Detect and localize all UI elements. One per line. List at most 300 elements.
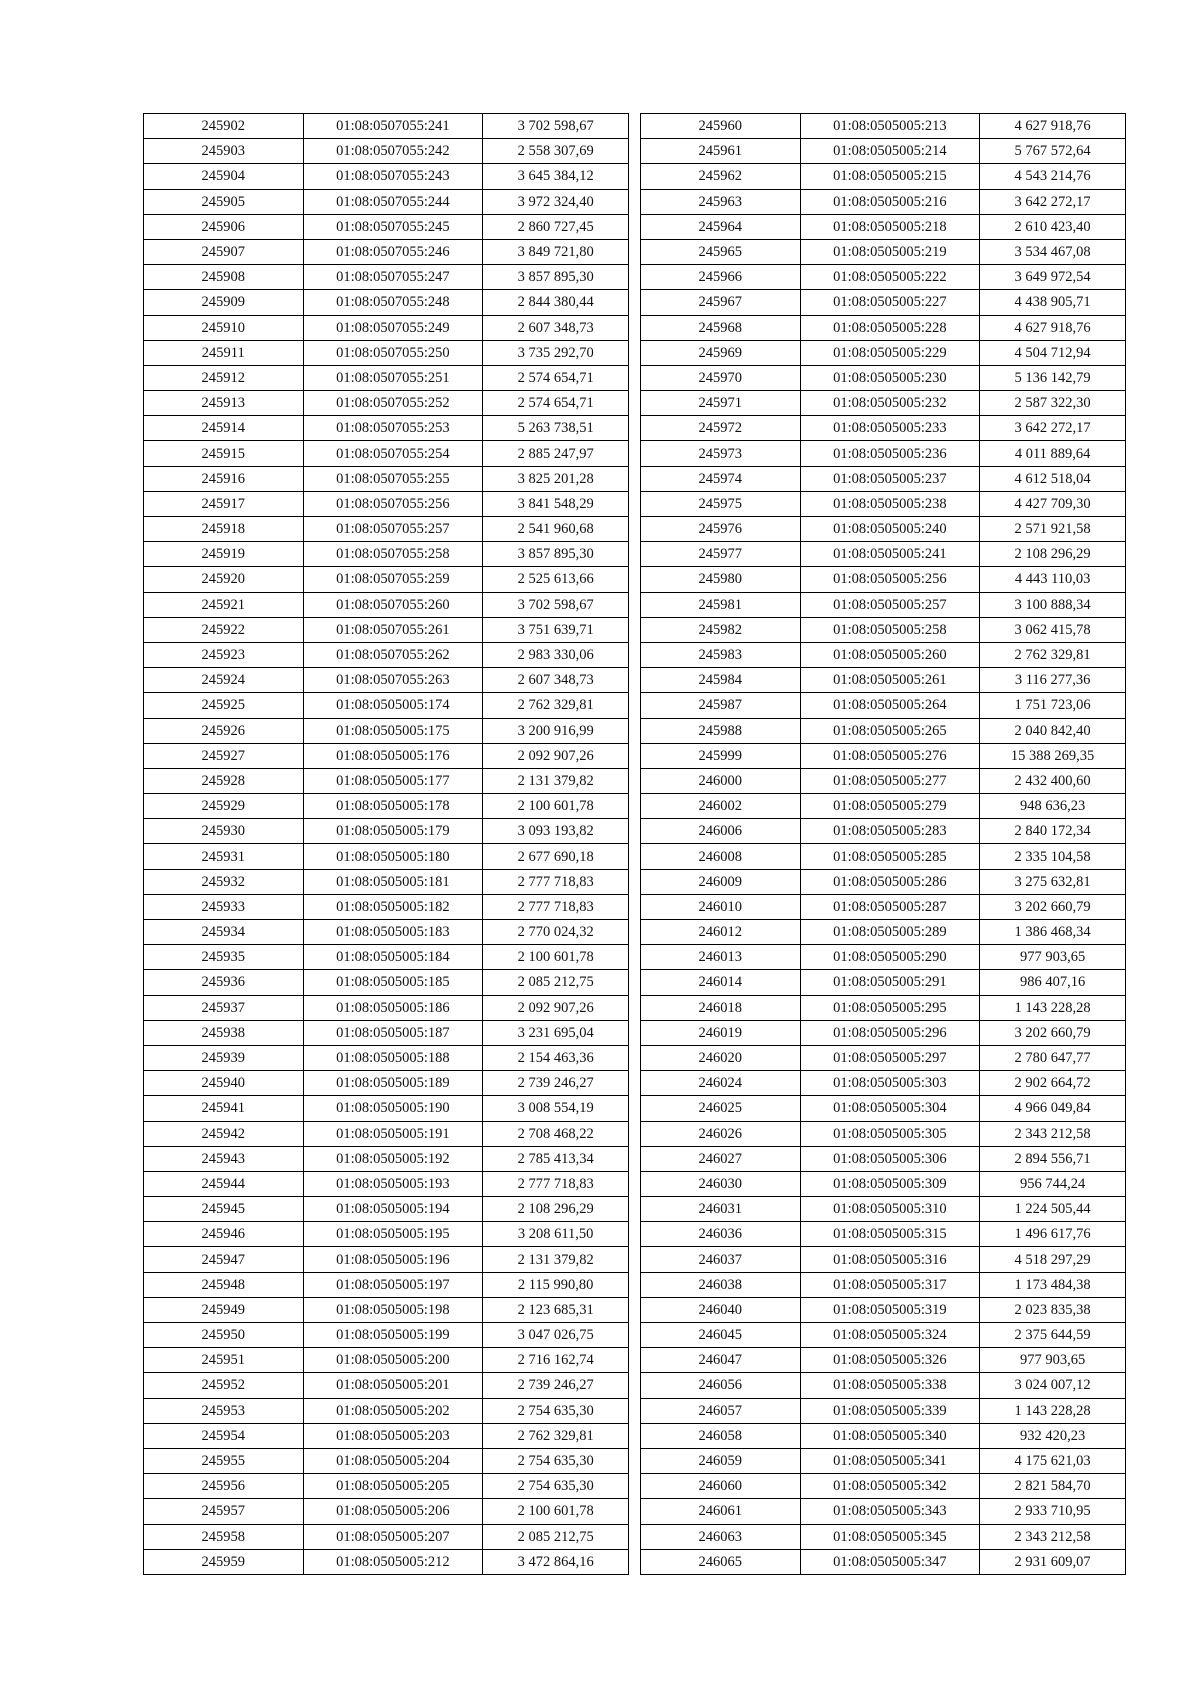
table-row <box>144 642 629 667</box>
value-cell: 1 496 617,76 <box>980 1222 1126 1247</box>
value-cell: 4 175 621,03 <box>980 1448 1126 1473</box>
table-row <box>641 1323 1126 1348</box>
table-row <box>144 391 629 416</box>
table-row <box>641 164 1126 189</box>
value-cell: 2 558 307,69 <box>483 139 629 164</box>
value-cell: 2 754 635,30 <box>483 1474 629 1499</box>
cadastral-number-cell: 01:08:0505005:338 <box>800 1373 980 1398</box>
row-number-cell: 245910 <box>144 315 304 340</box>
cadastral-number-cell: 01:08:0505005:286 <box>800 869 980 894</box>
row-number-cell: 245961 <box>641 139 801 164</box>
cadastral-number-cell: 01:08:0507055:254 <box>303 441 483 466</box>
cadastral-number-cell: 01:08:0505005:309 <box>800 1171 980 1196</box>
row-number-cell: 246036 <box>641 1222 801 1247</box>
table-row <box>144 693 629 718</box>
value-cell: 3 735 292,70 <box>483 340 629 365</box>
value-cell: 15 388 269,35 <box>980 743 1126 768</box>
value-cell: 2 844 380,44 <box>483 290 629 315</box>
table-row <box>641 214 1126 239</box>
table-row <box>144 1348 629 1373</box>
cadastral-number-cell: 01:08:0505005:182 <box>303 894 483 919</box>
value-cell: 2 115 990,80 <box>483 1272 629 1297</box>
table-row <box>641 819 1126 844</box>
table-row <box>144 239 629 264</box>
row-number-cell: 246063 <box>641 1524 801 1549</box>
cadastral-number-cell: 01:08:0505005:340 <box>800 1423 980 1448</box>
cadastral-number-cell: 01:08:0507055:263 <box>303 668 483 693</box>
row-number-cell: 245958 <box>144 1524 304 1549</box>
table-row <box>144 1247 629 1272</box>
cadastral-number-cell: 01:08:0505005:310 <box>800 1197 980 1222</box>
value-cell: 1 143 228,28 <box>980 1398 1126 1423</box>
value-cell: 2 933 710,95 <box>980 1499 1126 1524</box>
cadastral-number-cell: 01:08:0507055:247 <box>303 265 483 290</box>
cadastral-number-cell: 01:08:0505005:186 <box>303 995 483 1020</box>
row-number-cell: 245983 <box>641 642 801 667</box>
row-number-cell: 245965 <box>641 239 801 264</box>
row-number-cell: 245943 <box>144 1146 304 1171</box>
cadastral-number-cell: 01:08:0505005:191 <box>303 1121 483 1146</box>
value-cell: 2 100 601,78 <box>483 945 629 970</box>
value-cell: 2 343 212,58 <box>980 1121 1126 1146</box>
table-row <box>641 617 1126 642</box>
value-cell: 2 335 104,58 <box>980 844 1126 869</box>
cadastral-number-cell: 01:08:0505005:258 <box>800 617 980 642</box>
row-number-cell: 245923 <box>144 642 304 667</box>
row-number-cell: 245913 <box>144 391 304 416</box>
cadastral-number-cell: 01:08:0505005:342 <box>800 1474 980 1499</box>
value-cell: 2 762 329,81 <box>483 1423 629 1448</box>
cadastral-number-cell: 01:08:0505005:343 <box>800 1499 980 1524</box>
cadastral-number-cell: 01:08:0505005:189 <box>303 1071 483 1096</box>
table-row <box>641 340 1126 365</box>
row-number-cell: 245976 <box>641 517 801 542</box>
cadastral-number-cell: 01:08:0507055:257 <box>303 517 483 542</box>
row-number-cell: 245947 <box>144 1247 304 1272</box>
row-number-cell: 245920 <box>144 567 304 592</box>
row-number-cell: 245904 <box>144 164 304 189</box>
table-row <box>144 869 629 894</box>
table-row <box>144 315 629 340</box>
row-number-cell: 246019 <box>641 1020 801 1045</box>
value-cell: 4 438 905,71 <box>980 290 1126 315</box>
row-number-cell: 245955 <box>144 1448 304 1473</box>
cadastral-number-cell: 01:08:0505005:230 <box>800 365 980 390</box>
row-number-cell: 245931 <box>144 844 304 869</box>
row-number-cell: 245906 <box>144 214 304 239</box>
value-cell: 2 840 172,34 <box>980 819 1126 844</box>
table-row <box>641 491 1126 516</box>
cadastral-number-cell: 01:08:0505005:175 <box>303 718 483 743</box>
row-number-cell: 245939 <box>144 1045 304 1070</box>
value-cell: 3 472 864,16 <box>483 1549 629 1574</box>
cadastral-number-cell: 01:08:0505005:184 <box>303 945 483 970</box>
row-number-cell: 245938 <box>144 1020 304 1045</box>
row-number-cell: 246037 <box>641 1247 801 1272</box>
cadastral-number-cell: 01:08:0507055:260 <box>303 592 483 617</box>
table-row <box>144 1146 629 1171</box>
row-number-cell: 245946 <box>144 1222 304 1247</box>
cadastral-number-cell: 01:08:0505005:204 <box>303 1448 483 1473</box>
value-cell: 977 903,65 <box>980 945 1126 970</box>
cadastral-number-cell: 01:08:0505005:345 <box>800 1524 980 1549</box>
cadastral-number-cell: 01:08:0505005:237 <box>800 466 980 491</box>
cadastral-number-cell: 01:08:0505005:264 <box>800 693 980 718</box>
row-number-cell: 245927 <box>144 743 304 768</box>
cadastral-number-cell: 01:08:0505005:277 <box>800 768 980 793</box>
row-number-cell: 246026 <box>641 1121 801 1146</box>
table-row <box>144 1499 629 1524</box>
row-number-cell: 245924 <box>144 668 304 693</box>
cadastral-number-cell: 01:08:0505005:317 <box>800 1272 980 1297</box>
row-number-cell: 245945 <box>144 1197 304 1222</box>
row-number-cell: 246014 <box>641 970 801 995</box>
table-row <box>144 1524 629 1549</box>
value-cell: 2 154 463,36 <box>483 1045 629 1070</box>
cadastral-number-cell: 01:08:0505005:257 <box>800 592 980 617</box>
row-number-cell: 245919 <box>144 542 304 567</box>
table-row <box>641 668 1126 693</box>
row-number-cell: 245975 <box>641 491 801 516</box>
row-number-cell: 246018 <box>641 995 801 1020</box>
table-row <box>641 290 1126 315</box>
value-cell: 2 762 329,81 <box>980 642 1126 667</box>
row-number-cell: 246056 <box>641 1373 801 1398</box>
table-row <box>144 567 629 592</box>
cadastral-number-cell: 01:08:0505005:240 <box>800 517 980 542</box>
table-row <box>641 894 1126 919</box>
row-number-cell: 246030 <box>641 1171 801 1196</box>
value-cell: 2 860 727,45 <box>483 214 629 239</box>
row-number-cell: 245959 <box>144 1549 304 1574</box>
value-cell: 2 525 613,66 <box>483 567 629 592</box>
row-number-cell: 246010 <box>641 894 801 919</box>
table-row <box>144 365 629 390</box>
table-row <box>641 718 1126 743</box>
value-cell: 2 610 423,40 <box>980 214 1126 239</box>
value-cell: 2 821 584,70 <box>980 1474 1126 1499</box>
value-cell: 3 202 660,79 <box>980 894 1126 919</box>
value-cell: 977 903,65 <box>980 1348 1126 1373</box>
value-cell: 2 541 960,68 <box>483 517 629 542</box>
cadastral-number-cell: 01:08:0505005:279 <box>800 794 980 819</box>
value-cell: 2 607 348,73 <box>483 668 629 693</box>
value-cell: 3 702 598,67 <box>483 592 629 617</box>
row-number-cell: 245917 <box>144 491 304 516</box>
cadastral-number-cell: 01:08:0505005:236 <box>800 441 980 466</box>
table-row <box>641 1272 1126 1297</box>
row-number-cell: 245988 <box>641 718 801 743</box>
cadastral-number-cell: 01:08:0505005:174 <box>303 693 483 718</box>
value-cell: 2 123 685,31 <box>483 1297 629 1322</box>
table-row <box>144 718 629 743</box>
value-cell: 2 777 718,83 <box>483 869 629 894</box>
value-cell: 2 571 921,58 <box>980 517 1126 542</box>
value-cell: 3 649 972,54 <box>980 265 1126 290</box>
row-number-cell: 245935 <box>144 945 304 970</box>
table-row <box>144 1020 629 1045</box>
row-number-cell: 246006 <box>641 819 801 844</box>
row-number-cell: 245974 <box>641 466 801 491</box>
cadastral-number-cell: 01:08:0507055:253 <box>303 416 483 441</box>
value-cell: 2 894 556,71 <box>980 1146 1126 1171</box>
row-number-cell: 245980 <box>641 567 801 592</box>
value-cell: 3 202 660,79 <box>980 1020 1126 1045</box>
value-cell: 2 902 664,72 <box>980 1071 1126 1096</box>
value-cell: 3 534 467,08 <box>980 239 1126 264</box>
cadastral-number-cell: 01:08:0505005:326 <box>800 1348 980 1373</box>
row-number-cell: 245918 <box>144 517 304 542</box>
value-cell: 956 744,24 <box>980 1171 1126 1196</box>
row-number-cell: 245970 <box>641 365 801 390</box>
table-row <box>144 1096 629 1121</box>
table-row <box>144 491 629 516</box>
cadastral-table-left <box>143 113 629 1575</box>
cadastral-number-cell: 01:08:0507055:259 <box>303 567 483 592</box>
value-cell: 2 716 162,74 <box>483 1348 629 1373</box>
value-cell: 2 708 468,22 <box>483 1121 629 1146</box>
value-cell: 3 642 272,17 <box>980 416 1126 441</box>
row-number-cell: 245903 <box>144 139 304 164</box>
table-row <box>641 592 1126 617</box>
table-row <box>641 466 1126 491</box>
cadastral-number-cell: 01:08:0505005:180 <box>303 844 483 869</box>
row-number-cell: 245982 <box>641 617 801 642</box>
value-cell: 4 427 709,30 <box>980 491 1126 516</box>
table-row <box>641 844 1126 869</box>
row-number-cell: 245950 <box>144 1323 304 1348</box>
table-row <box>144 340 629 365</box>
table-row <box>144 1121 629 1146</box>
table-row <box>144 1398 629 1423</box>
cadastral-number-cell: 01:08:0505005:287 <box>800 894 980 919</box>
row-number-cell: 245956 <box>144 1474 304 1499</box>
table-row <box>641 1348 1126 1373</box>
row-number-cell: 245977 <box>641 542 801 567</box>
cadastral-number-cell: 01:08:0507055:249 <box>303 315 483 340</box>
value-cell: 2 092 907,26 <box>483 995 629 1020</box>
cadastral-number-cell: 01:08:0505005:187 <box>303 1020 483 1045</box>
row-number-cell: 245912 <box>144 365 304 390</box>
cadastral-number-cell: 01:08:0505005:319 <box>800 1297 980 1322</box>
value-cell: 2 931 609,07 <box>980 1549 1126 1574</box>
value-cell: 4 627 918,76 <box>980 315 1126 340</box>
row-number-cell: 245909 <box>144 290 304 315</box>
table-row <box>641 441 1126 466</box>
table-row <box>641 1373 1126 1398</box>
value-cell: 2 677 690,18 <box>483 844 629 869</box>
cadastral-number-cell: 01:08:0505005:303 <box>800 1071 980 1096</box>
row-number-cell: 245984 <box>641 668 801 693</box>
cadastral-number-cell: 01:08:0507055:262 <box>303 642 483 667</box>
row-number-cell: 245933 <box>144 894 304 919</box>
value-cell: 3 972 324,40 <box>483 189 629 214</box>
table-row <box>641 1297 1126 1322</box>
cadastral-number-cell: 01:08:0505005:241 <box>800 542 980 567</box>
cadastral-number-cell: 01:08:0505005:232 <box>800 391 980 416</box>
table-row <box>144 844 629 869</box>
table-row <box>641 1247 1126 1272</box>
cadastral-number-cell: 01:08:0507055:245 <box>303 214 483 239</box>
table-row <box>641 189 1126 214</box>
cadastral-number-cell: 01:08:0505005:193 <box>303 1171 483 1196</box>
table-row <box>641 995 1126 1020</box>
value-cell: 3 841 548,29 <box>483 491 629 516</box>
cadastral-number-cell: 01:08:0505005:256 <box>800 567 980 592</box>
table-row <box>641 869 1126 894</box>
cadastral-number-cell: 01:08:0505005:203 <box>303 1423 483 1448</box>
table-row <box>144 214 629 239</box>
table-row <box>144 290 629 315</box>
value-cell: 3 642 272,17 <box>980 189 1126 214</box>
table-row <box>144 1474 629 1499</box>
value-cell: 2 040 842,40 <box>980 718 1126 743</box>
value-cell: 2 375 644,59 <box>980 1323 1126 1348</box>
cadastral-number-cell: 01:08:0507055:261 <box>303 617 483 642</box>
row-number-cell: 246002 <box>641 794 801 819</box>
cadastral-number-cell: 01:08:0505005:315 <box>800 1222 980 1247</box>
table-row <box>144 1272 629 1297</box>
table-row <box>144 441 629 466</box>
row-number-cell: 246000 <box>641 768 801 793</box>
cadastral-number-cell: 01:08:0505005:283 <box>800 819 980 844</box>
table-row <box>641 1171 1126 1196</box>
row-number-cell: 246058 <box>641 1423 801 1448</box>
cadastral-number-cell: 01:08:0505005:201 <box>303 1373 483 1398</box>
row-number-cell: 245934 <box>144 920 304 945</box>
row-number-cell: 245971 <box>641 391 801 416</box>
table-row <box>144 114 629 139</box>
row-number-cell: 245907 <box>144 239 304 264</box>
value-cell: 1 751 723,06 <box>980 693 1126 718</box>
value-cell: 2 085 212,75 <box>483 1524 629 1549</box>
table-row <box>144 139 629 164</box>
cadastral-number-cell: 01:08:0505005:212 <box>303 1549 483 1574</box>
value-cell: 932 420,23 <box>980 1423 1126 1448</box>
table-row <box>641 794 1126 819</box>
cadastral-number-cell: 01:08:0505005:276 <box>800 743 980 768</box>
row-number-cell: 245953 <box>144 1398 304 1423</box>
row-number-cell: 245914 <box>144 416 304 441</box>
cadastral-number-cell: 01:08:0505005:188 <box>303 1045 483 1070</box>
value-cell: 4 543 214,76 <box>980 164 1126 189</box>
cadastral-number-cell: 01:08:0505005:316 <box>800 1247 980 1272</box>
table-row <box>641 920 1126 945</box>
cadastral-number-cell: 01:08:0505005:228 <box>800 315 980 340</box>
value-cell: 3 751 639,71 <box>483 617 629 642</box>
row-number-cell: 246012 <box>641 920 801 945</box>
value-cell: 3 857 895,30 <box>483 542 629 567</box>
row-number-cell: 245936 <box>144 970 304 995</box>
row-number-cell: 245952 <box>144 1373 304 1398</box>
value-cell: 2 131 379,82 <box>483 1247 629 1272</box>
row-number-cell: 245949 <box>144 1297 304 1322</box>
table-row <box>144 945 629 970</box>
cadastral-number-cell: 01:08:0505005:341 <box>800 1448 980 1473</box>
table-row <box>144 794 629 819</box>
row-number-cell: 246020 <box>641 1045 801 1070</box>
table-row <box>144 970 629 995</box>
row-number-cell: 245960 <box>641 114 801 139</box>
value-cell: 4 612 518,04 <box>980 466 1126 491</box>
cadastral-number-cell: 01:08:0505005:229 <box>800 340 980 365</box>
table-row <box>641 1448 1126 1473</box>
row-number-cell: 245973 <box>641 441 801 466</box>
value-cell: 4 011 889,64 <box>980 441 1126 466</box>
row-number-cell: 245915 <box>144 441 304 466</box>
value-cell: 3 062 415,78 <box>980 617 1126 642</box>
row-number-cell: 246027 <box>641 1146 801 1171</box>
row-number-cell: 245940 <box>144 1071 304 1096</box>
value-cell: 2 885 247,97 <box>483 441 629 466</box>
cadastral-number-cell: 01:08:0505005:195 <box>303 1222 483 1247</box>
cadastral-number-cell: 01:08:0505005:304 <box>800 1096 980 1121</box>
table-row <box>641 365 1126 390</box>
value-cell: 2 343 212,58 <box>980 1524 1126 1549</box>
table-row <box>641 139 1126 164</box>
table-row <box>144 617 629 642</box>
value-cell: 2 108 296,29 <box>980 542 1126 567</box>
value-cell: 5 263 738,51 <box>483 416 629 441</box>
cadastral-number-cell: 01:08:0505005:213 <box>800 114 980 139</box>
value-cell: 2 762 329,81 <box>483 693 629 718</box>
value-cell: 2 607 348,73 <box>483 315 629 340</box>
value-cell: 3 208 611,50 <box>483 1222 629 1247</box>
row-number-cell: 245951 <box>144 1348 304 1373</box>
table-row <box>144 1197 629 1222</box>
cadastral-number-cell: 01:08:0505005:206 <box>303 1499 483 1524</box>
row-number-cell: 245942 <box>144 1121 304 1146</box>
row-number-cell: 246061 <box>641 1499 801 1524</box>
value-cell: 2 785 413,34 <box>483 1146 629 1171</box>
row-number-cell: 245916 <box>144 466 304 491</box>
table-row <box>641 517 1126 542</box>
value-cell: 3 231 695,04 <box>483 1020 629 1045</box>
value-cell: 3 008 554,19 <box>483 1096 629 1121</box>
row-number-cell: 245964 <box>641 214 801 239</box>
row-number-cell: 245908 <box>144 265 304 290</box>
cadastral-number-cell: 01:08:0505005:178 <box>303 794 483 819</box>
table-row <box>641 1146 1126 1171</box>
row-number-cell: 245967 <box>641 290 801 315</box>
row-number-cell: 246060 <box>641 1474 801 1499</box>
table-row <box>144 1045 629 1070</box>
cadastral-number-cell: 01:08:0505005:181 <box>303 869 483 894</box>
cadastral-number-cell: 01:08:0505005:198 <box>303 1297 483 1322</box>
cadastral-number-cell: 01:08:0505005:289 <box>800 920 980 945</box>
value-cell: 1 143 228,28 <box>980 995 1126 1020</box>
value-cell: 2 754 635,30 <box>483 1448 629 1473</box>
table-row <box>144 819 629 844</box>
value-cell: 2 100 601,78 <box>483 1499 629 1524</box>
cadastral-number-cell: 01:08:0505005:306 <box>800 1146 980 1171</box>
value-cell: 4 518 297,29 <box>980 1247 1126 1272</box>
table-row <box>641 239 1126 264</box>
table-row <box>641 1071 1126 1096</box>
value-cell: 2 587 322,30 <box>980 391 1126 416</box>
table-row <box>144 416 629 441</box>
cadastral-number-cell: 01:08:0505005:260 <box>800 642 980 667</box>
table-row <box>641 1524 1126 1549</box>
table-row <box>144 995 629 1020</box>
table-row <box>144 1297 629 1322</box>
cadastral-number-cell: 01:08:0505005:218 <box>800 214 980 239</box>
cadastral-number-cell: 01:08:0505005:196 <box>303 1247 483 1272</box>
table-row <box>641 970 1126 995</box>
cadastral-number-cell: 01:08:0505005:296 <box>800 1020 980 1045</box>
cadastral-number-cell: 01:08:0505005:214 <box>800 139 980 164</box>
row-number-cell: 246008 <box>641 844 801 869</box>
